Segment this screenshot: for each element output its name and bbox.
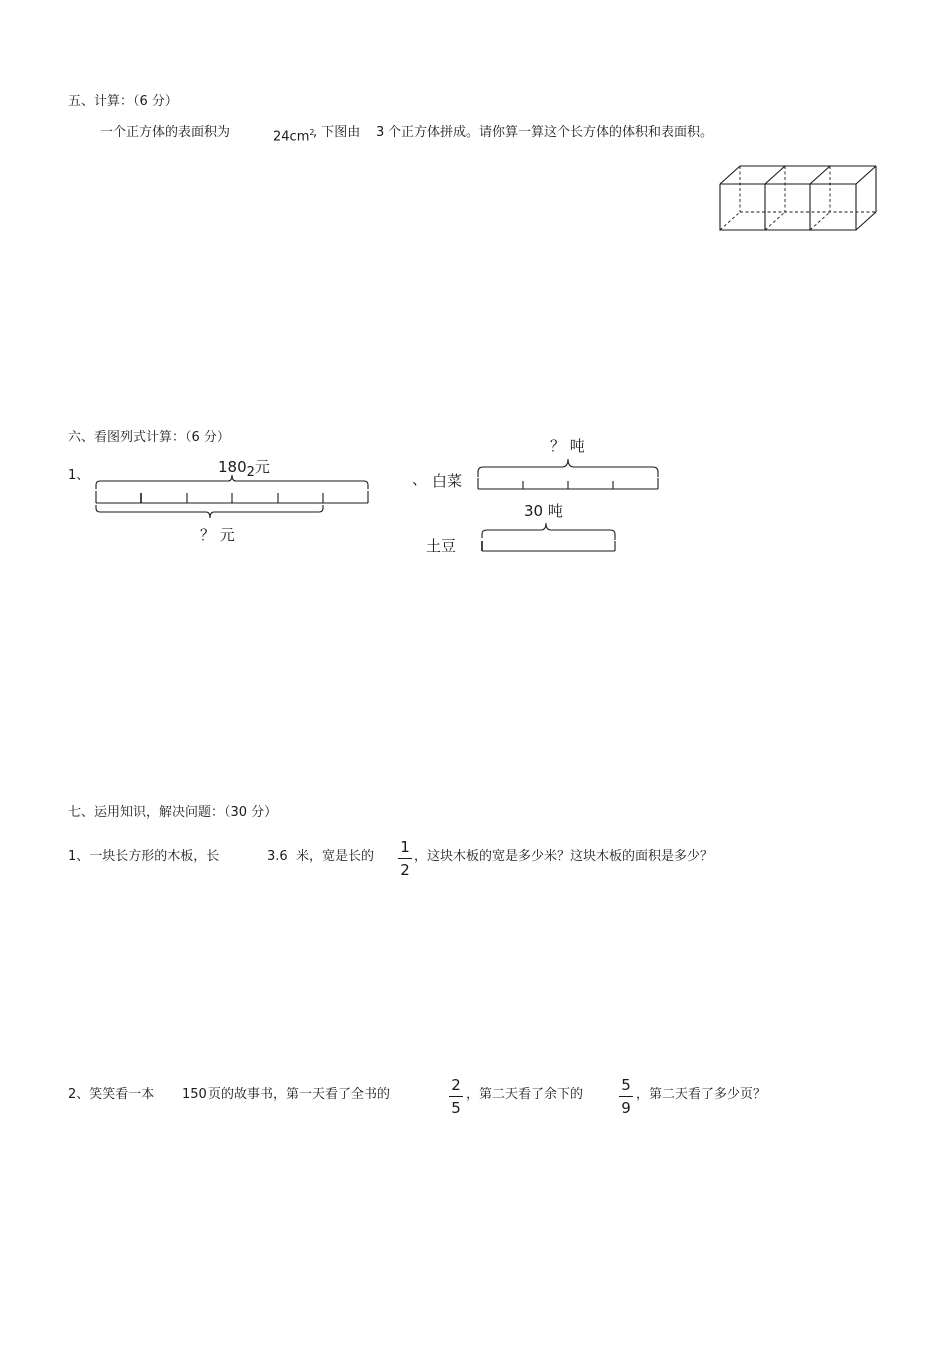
q7-1-fraction-denominator: 2: [400, 861, 410, 879]
section-5-title: 五、计算：（6 分）: [68, 94, 178, 109]
section-7-title: 七、运用知识，解决问题：（30 分）: [68, 805, 278, 820]
q7-1-text-a: 1、一块长方形的木板，长: [68, 849, 220, 864]
q6-1-bottom-label: ？ 元: [200, 526, 235, 544]
q7-1-fraction: [397, 838, 413, 879]
q6-2-number: 、: [412, 470, 428, 488]
q7-2-fraction-1-numerator: 2: [451, 1076, 461, 1094]
cube-count: 3: [376, 125, 385, 140]
q6-2-row1-brace-label: ？ 吨: [550, 437, 585, 455]
q7-2-text-b: 页的故事书，第一天看了全书的: [208, 1087, 391, 1102]
q7-1-text-b: 米，宽是长的: [296, 849, 375, 864]
q7-2-fraction-2-denominator: 9: [621, 1099, 631, 1117]
q6-2-row2-label: 土豆: [426, 537, 457, 555]
q7-2-fraction-2: [618, 1076, 634, 1117]
q7-2-fraction-1-denominator: 5: [451, 1099, 461, 1117]
section-6-title: 六、看图列式计算：（6 分）: [68, 430, 230, 445]
q7-2-text-c: ，第二天看了余下的: [466, 1087, 584, 1102]
q7-2-fraction-1: [448, 1076, 464, 1117]
q7-2-text-d: ，第二天看了多少页？: [636, 1087, 767, 1102]
q6-2-row1-label: 白菜: [432, 472, 463, 490]
q7-2-text-a: 2、笑笑看一本: [68, 1087, 155, 1102]
q6-1-top-label: 1802元: [218, 458, 270, 480]
section-5-text-b: , 下图由: [313, 125, 361, 140]
q7-1-length: 3.6: [267, 849, 288, 864]
q7-1-fraction-numerator: 1: [400, 838, 410, 856]
section-5-text-c: 个正方体拼成。请你算一算这个长方体的体积和表面积。: [388, 125, 714, 140]
q7-2-fraction-2-numerator: 5: [621, 1076, 631, 1094]
area-value: $24cm^2$: [273, 128, 315, 145]
q6-1-number: 1、: [68, 468, 90, 483]
q7-2-pages: 150: [182, 1087, 207, 1102]
q6-2-row2-brace-label: 30 吨: [524, 502, 563, 520]
section-5-text-a: 一个正方体的表面积为: [100, 125, 231, 140]
q7-1-text-c: ，这块木板的宽是多少米？这块木板的面积是多少？: [414, 849, 714, 864]
